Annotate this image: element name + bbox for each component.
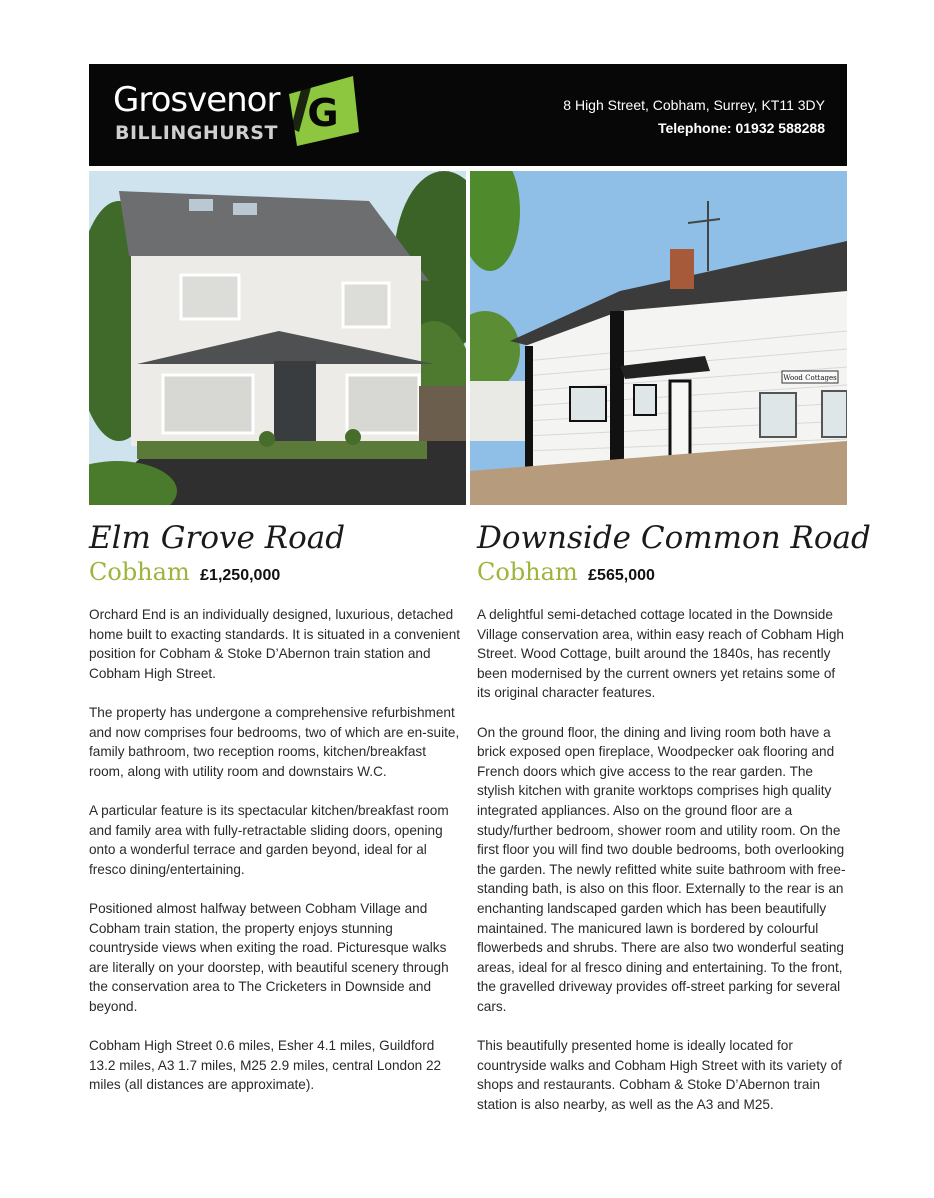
agency-header — [89, 64, 847, 166]
description-paragraph: On the ground floor, the dining and living room both have a brick exposed open fireplace, Woodpecker oak flooring and French doors which give access to the rear garden. The stylish kitchen with granite worktops comprises high quality integrated appliances. Also on the ground floor are a study/further bedroom, shower room and utility room. On the first floor you will find two double bedrooms, both overlooking the garden. The newly refitted white suite bathroom with free-standing bath, is also on this floor. Externally to the rear is an enchanting landscaped garden which has been beautifully maintained. The manicured lawn is bordered by colourful flowerbeds and shrubs. There are also two wonderful seating areas, ideal for al fresco dining and entertaining. To the front, the gravelled driveway provides off-street parking for several cars. — [477, 724, 846, 1014]
description-paragraph: Positioned almost halfway between Cobham Village and Cobham train station, the property enjoys stunning countryside views when exiting the road. Picturesque walks are literally on your doorstep, with beautiful scenery through the conservation area to The Cricketers in Downside and beyond. — [89, 900, 449, 1014]
description-paragraph: The property has undergone a comprehensive refurbishment and now comprises four bedrooms, two of which are en-suite, family bathroom, two reception rooms, kitchen/breakfast room, along with utility room and downstairs W.C. — [89, 704, 460, 779]
brand-logo-icon — [283, 72, 363, 152]
cottage-sign-text: Wood Cottages — [783, 374, 837, 382]
description-paragraph: A delightful semi-detached cottage located in the Downside Village conservation area, within easy reach of Cobham High Street. Wood Cottage, built around the 1840s, has recently been modernised by the current owners yet retains some of its original character features. — [477, 607, 844, 701]
brand-name: Grosvenor — [113, 80, 280, 120]
agency-phone: Telephone: 01932 588288 — [657, 120, 825, 136]
listing-price: £565,000 — [588, 567, 655, 584]
description-paragraph: A particular feature is its spectacular kitchen/breakfast room and family area with fully-retractable sliding doors, opening onto a wonderful terrace and garden beyond, ideal for al fresco dining/entertaining. — [89, 802, 449, 877]
listing-photo-elm-grove — [89, 171, 466, 505]
listing-title: Downside Common Road — [477, 520, 871, 556]
description-paragraph: Cobham High Street 0.6 miles, Esher 4.1 miles, Guildford 13.2 miles, A3 1.7 miles, M25 2.9 miles, central London 22 miles (all distances are approximate). — [89, 1038, 442, 1093]
listing-price: £1,250,000 — [200, 567, 281, 584]
description-paragraph: Orchard End is an individually designed, luxurious, detached home built to exacting standards. It is situated in a convenient position for Cobham & Stoke D’Abernon train station and Cobham High Street. — [89, 607, 461, 681]
listing-location-price — [89, 558, 280, 586]
listing-town: Cobham — [477, 558, 578, 586]
agency-address: 8 High Street, Cobham, Surrey, KT11 3DY — [563, 97, 825, 113]
brand-mark-letter: G — [307, 91, 339, 135]
listing-location-price — [477, 558, 655, 586]
listing-description — [477, 605, 849, 1134]
listing-photo-downside — [470, 171, 847, 505]
brand-sub: BILLINGHURST — [115, 122, 278, 144]
listing-title: Elm Grove Road — [89, 520, 346, 556]
description-paragraph: This beautifully presented home is ideally located for countryside walks and Cobham High Street with its variety of shops and restaurants. Cobham & Stoke D’Abernon train station is also nearby, as well as the A3 and M25. — [477, 1038, 842, 1112]
listing-description — [89, 605, 461, 1114]
listing-town: Cobham — [89, 558, 190, 586]
